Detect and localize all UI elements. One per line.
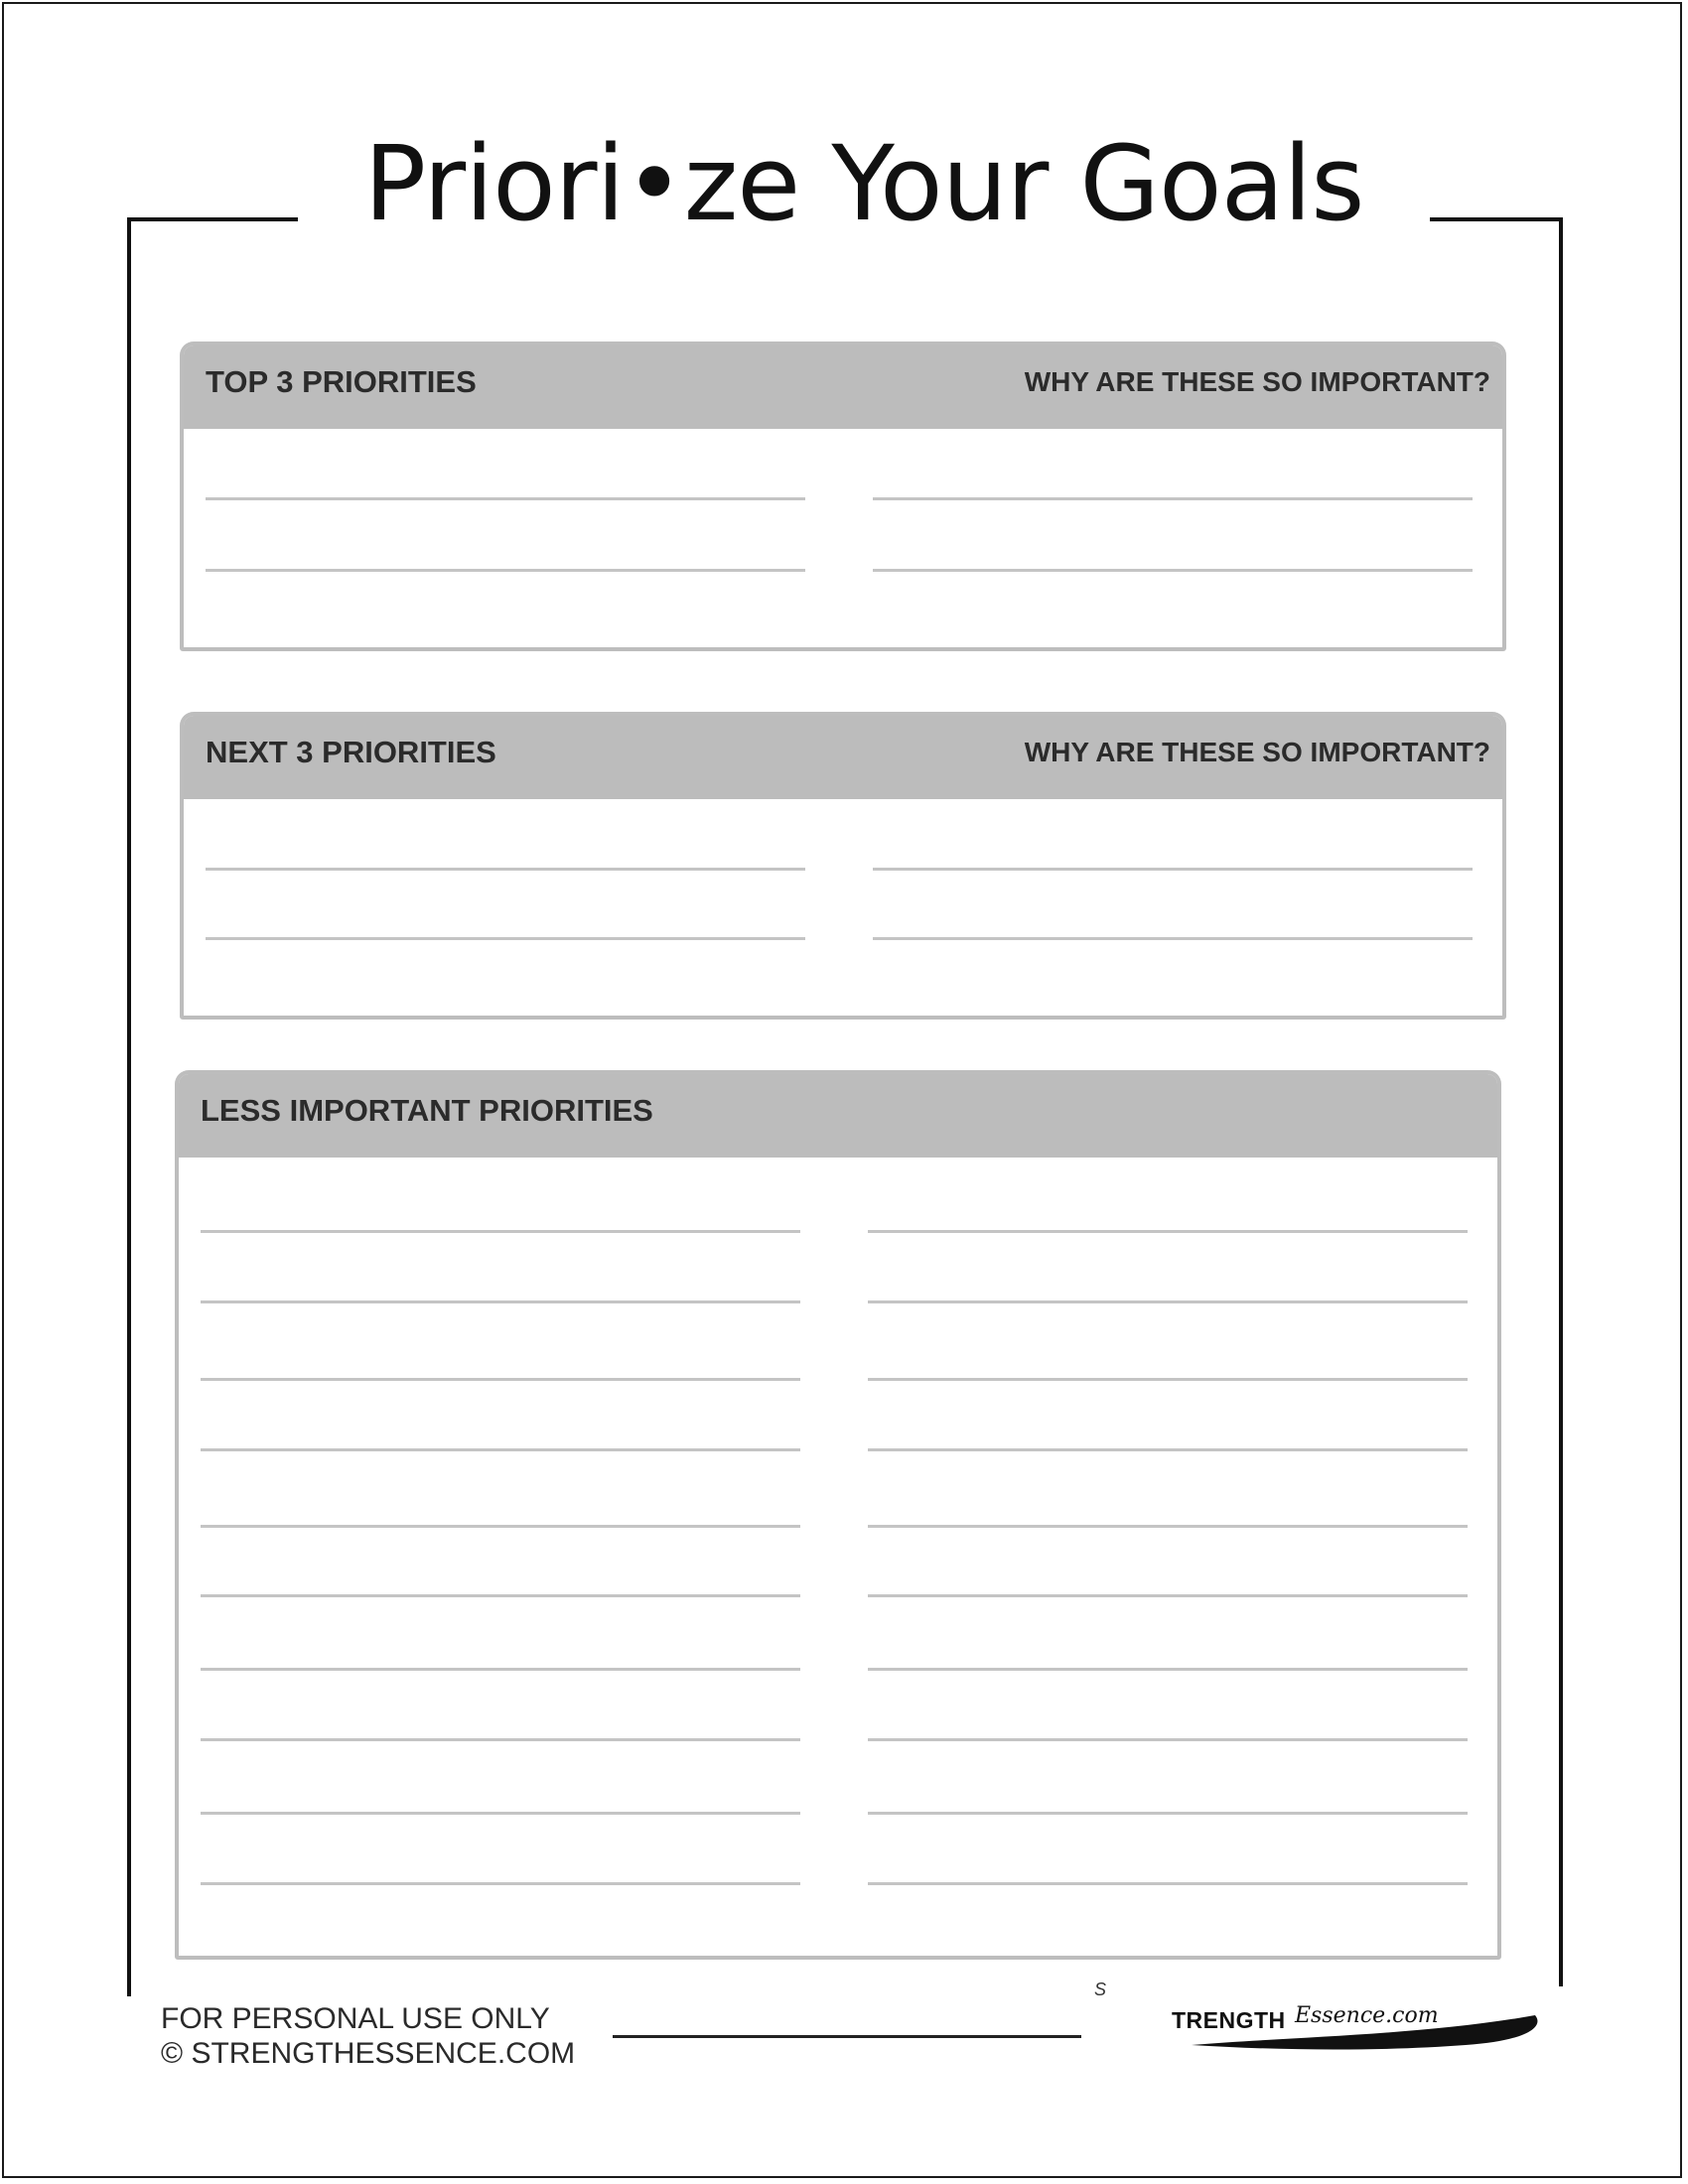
strength-essence-logo [1168, 1997, 1545, 2057]
write-line[interactable] [873, 937, 1473, 940]
section-title: TOP 3 PRIORITIES [206, 364, 477, 399]
write-line[interactable] [201, 1668, 800, 1671]
write-line[interactable] [201, 1525, 800, 1528]
write-line[interactable] [206, 868, 805, 871]
write-line[interactable] [873, 497, 1473, 500]
section-next-priorities [180, 712, 1506, 1020]
frame-top-right-line [1430, 217, 1563, 221]
write-line[interactable] [206, 569, 805, 572]
write-line[interactable] [868, 1525, 1468, 1528]
write-line[interactable] [873, 569, 1473, 572]
section-less-important-priorities [175, 1070, 1501, 1960]
logo-text-script: Essence.com [1295, 2003, 1439, 2028]
write-line[interactable] [206, 937, 805, 940]
write-line[interactable] [201, 1882, 800, 1885]
write-line[interactable] [868, 1594, 1468, 1597]
frame-right-line [1559, 217, 1563, 1986]
section-subtitle: WHY ARE THESE SO IMPORTANT? [1024, 737, 1490, 767]
footer-copyright: © STRENGTHESSENCE.COM [161, 2037, 576, 2070]
write-line[interactable] [868, 1230, 1468, 1233]
section-title: LESS IMPORTANT PRIORITIES [201, 1093, 653, 1128]
write-line[interactable] [206, 497, 805, 500]
write-line[interactable] [868, 1448, 1468, 1451]
write-line[interactable] [201, 1594, 800, 1597]
write-line[interactable] [201, 1230, 800, 1233]
write-line[interactable] [868, 1300, 1468, 1303]
section-header [179, 1074, 1497, 1158]
footer-rule [613, 2035, 1081, 2038]
logo-text-bold: TRENGTH [1172, 2007, 1286, 2033]
write-line[interactable] [868, 1668, 1468, 1671]
footer-mark: S [1094, 1979, 1107, 1999]
write-line[interactable] [201, 1812, 800, 1815]
section-top-priorities [180, 341, 1506, 651]
section-header [184, 716, 1502, 799]
frame-top-left-line [127, 217, 298, 221]
frame-left-line [127, 217, 131, 1996]
section-subtitle: WHY ARE THESE SO IMPORTANT? [1024, 366, 1490, 397]
write-line[interactable] [868, 1812, 1468, 1815]
page-title: Priori•ze Your Goals [363, 123, 1364, 244]
write-line[interactable] [868, 1882, 1468, 1885]
section-header [184, 345, 1502, 429]
write-line[interactable] [868, 1378, 1468, 1381]
footer-personal-use: FOR PERSONAL USE ONLY [161, 2002, 550, 2035]
write-line[interactable] [201, 1378, 800, 1381]
write-line[interactable] [873, 868, 1473, 871]
section-title: NEXT 3 PRIORITIES [206, 735, 496, 769]
write-line[interactable] [868, 1738, 1468, 1741]
write-line[interactable] [201, 1738, 800, 1741]
write-line[interactable] [201, 1448, 800, 1451]
write-line[interactable] [201, 1300, 800, 1303]
